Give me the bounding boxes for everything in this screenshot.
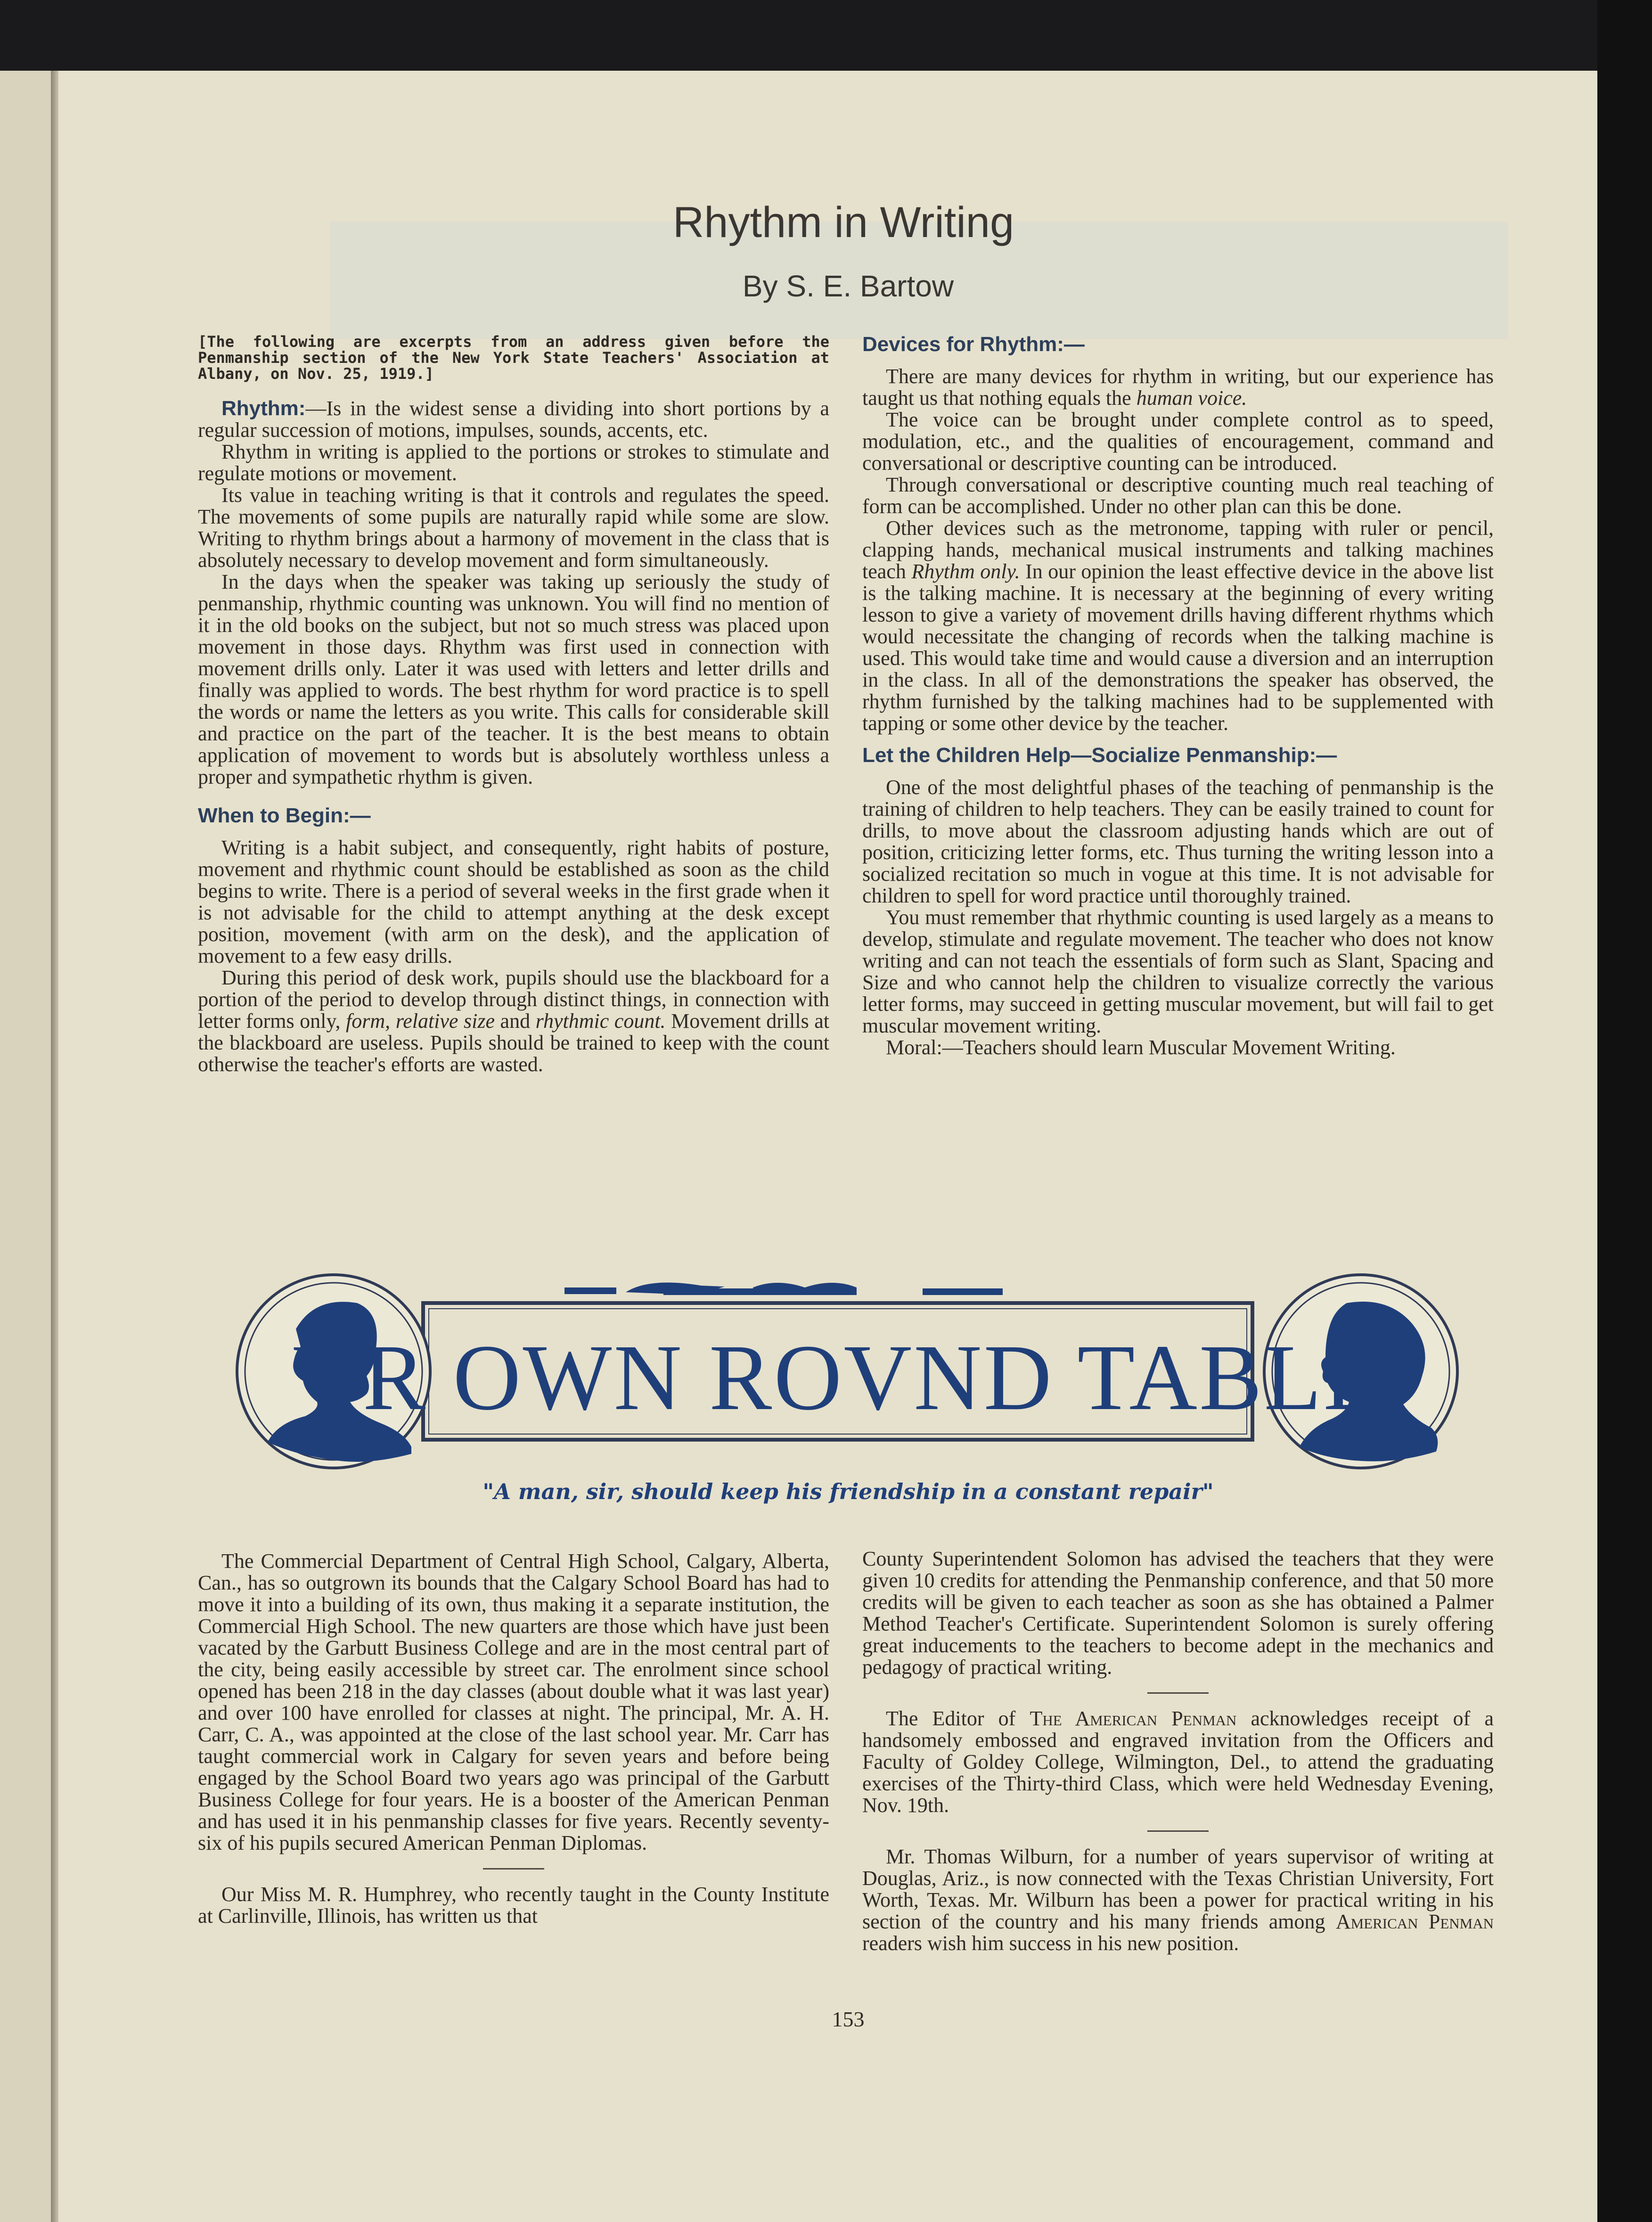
paragraph: During this period of desk work, pupils should use the blackboard for a portion of the period to develop through distinct things, in connection with letter forms only, form, relative size and rhythmic count. Movement drills at the blackboard are useless. Pupils should be trained to keep with the count otherwise the teacher's efforts are wasted. [198, 966, 830, 1076]
roundtable-column-right [862, 1548, 1494, 1954]
rhythm-label: Rhythm: [221, 397, 306, 420]
article-title: Rhythm in Writing [672, 198, 1014, 246]
round-table-title: VR OWN ROVND TABLE [293, 1326, 1383, 1430]
paragraph: The voice can be brought under complete control as to speed, modulation, etc., and the qualities of encouragement, command and conversational or descriptive counting can be introduced. [862, 408, 1494, 475]
paragraph: Writing is a habit subject, and consequently, right habits of posture, movement and rhythmic count should be established as soon as the child begins to write. There is a period of several weeks in the first grade when it is not advisable for the child to attempt anything at the desk except position, movement (with arm on the desk), and the application of movement to a few easy drills. [198, 836, 829, 968]
paragraph: In the days when the speaker was taking up seriously the study of penmanship, rhythmic counting was unknown. You will find no mention of it in the old books on the subject, but not so much stress was placed upon movement in those days. Rhythm was first used in connection with movement drills only. Later it was used with letters and letter drills and finally was applied to words. The best rhythm for word practice is to spell the words or name the letters as you write. This calls for considerable skill and practice on the part of the teacher. It is the best means to obtain application of movement to words but is absolutely worthless unless a proper and sympathetic rhythm is given. [198, 570, 829, 788]
paragraph: Our Miss M. R. Humphrey, who recently taught in the County Institute at Carlinville, Illinois, has written us that [198, 1883, 829, 1927]
round-table-motto: "A man, sir, should keep his friendship in a constant repair" [483, 1479, 1214, 1504]
paragraph: Its value in teaching writing is that it controls and regulates the speed. The movements of some pupils are naturally rapid while some are slow. Writing to rhythm brings about a harmony of movement in the class that is absolutely necessary to develop movement and form simultaneously. [198, 484, 829, 572]
separator-rule [483, 1868, 544, 1869]
pen-book-ornament [564, 1283, 1003, 1295]
paragraph: Mr. Thomas Wilburn, for a number of years supervisor of writing at Douglas, Ariz., is now connected with the Texas Christian University, Fort Worth, Texas. Mr. Wilburn has been a power for practical writing in his section of the country and his many friends among American Penman readers wish him success in his new position. [862, 1845, 1494, 1955]
article-column-left [198, 334, 829, 1075]
paragraph: Through conversational or descriptive counting much real teaching of form can be accomplished. Under no other plan can this be done. [862, 473, 1494, 518]
round-table-banner [225, 1268, 1469, 1480]
book-gutter [51, 71, 58, 2222]
paragraph: The Commercial Department of Central High School, Calgary, Alberta, Can., has so outgrown its bounds that the Calgary School Board has had to move it into a building of its own, thus making it a separate institution, the Commercial High School. The new quarters are those which have just been vacated by the Garbutt Business College and are in the most central part of the city, being easily accessible by street car. The enrolment since school opened has been 218 in the day classes (about double what it was last year) and over 100 have enrolled for classes at night. The principal, Mr. A. H. Carr, C. A., was appointed at the close of the last school year. Mr. Carr has taught commercial work in Calgary for seven years and before being engaged by the School Board two years ago was principal of the Garbutt Business College for four years. He is a booster of the American Penman and has used it in his penmanship classes for five years. Recently seventy-six of his pupils secured American Penman Diplomas. [198, 1550, 829, 1854]
article-column-right [862, 334, 1494, 1058]
intro-note: [The following are excerpts from an address given before the Penmanship section of the New York State Teachers' Association at Albany, on Nov. 25, 1919.] [198, 333, 829, 383]
section-heading-children-help: Let the Children Help—Socialize Penmanship:— [862, 744, 1337, 767]
paragraph: Rhythm in writing is applied to the portions or strokes to stimulate and regulate motions or movement. [198, 440, 829, 485]
roundtable-column-left [198, 1550, 829, 1927]
paragraph: County Superintendent Solomon has advised the teachers that they were given 10 credits for attending the Penmanship conference, and that 50 more credits will be given to each teacher as soon as she has obtained a Palmer Method Teacher's Certificate. Superintendent Solomon is surely offering great inducements to the teachers to become adept in the mechanics and pedagogy of practical writing. [862, 1547, 1494, 1679]
separator-rule [1147, 1830, 1209, 1832]
paragraph: Moral:—Teachers should learn Muscular Movement Writing. [886, 1036, 1396, 1059]
paragraph: Rhythm:—Is in the widest sense a dividing into short portions by a regular succession of motions, impulses, sounds, accents, etc. [198, 397, 829, 442]
paragraph: You must remember that rhythmic counting is used largely as a means to develop, stimulate and regulate movement. The teacher who does not know writing and can not teach the essentials of form such as Slant, Spacing and Size and who cannot help the children to visualize correctly the various letter forms, may succeed in getting muscular movement, but will fail to get muscular movement writing. [862, 906, 1494, 1037]
page-number: 153 [832, 2007, 865, 2031]
scan-background [1597, 0, 1652, 2222]
paragraph: One of the most delightful phases of the teaching of penmanship is the training of children to help teachers. They can be easily trained to count for drills, to move about the classroom adjusting hands which are out of position, criticizing letter forms, etc. Thus turning the writing lesson into a socialized recitation so much in vogue at this time. It is not advisable for children to spell for word practice until thoroughly trained. [862, 776, 1494, 907]
paragraph: There are many devices for rhythm in writing, but our experience has taught us that nothing equals the human voice. [862, 365, 1494, 410]
separator-rule [1147, 1692, 1209, 1694]
section-heading-devices: Devices for Rhythm:— [862, 333, 1085, 356]
paragraph: Other devices such as the metronome, tapping with ruler or pencil, clapping hands, mechanical musical instruments and talking machines teach Rhythm only. In our opinion the least effective device in the above list is the talking machine. It is necessary at the beginning of every writing lesson to give a variety of movement drills having different rhythms which would necessitate the changing of records when the talking machine is used. This would take time and would cause a diversion and an interruption in the class. In all of the demonstrations the speaker has observed, the rhythm furnished by the talking machines had to be supplemented with tapping or some other device by the teacher. [862, 517, 1494, 735]
facing-page-edge [0, 71, 52, 2222]
article-byline: By S. E. Bartow [742, 269, 954, 303]
paragraph: The Editor of The American Penman acknowledges receipt of a handsomely embossed and engraved invitation from the Officers and Faculty of Goldey College, Wilmington, Del., to attend the graduating exercises of the Thirty-third Class, which were held Wednesday Evening, Nov. 19th. [862, 1707, 1494, 1817]
section-heading-when-to-begin: When to Begin:— [198, 804, 371, 827]
